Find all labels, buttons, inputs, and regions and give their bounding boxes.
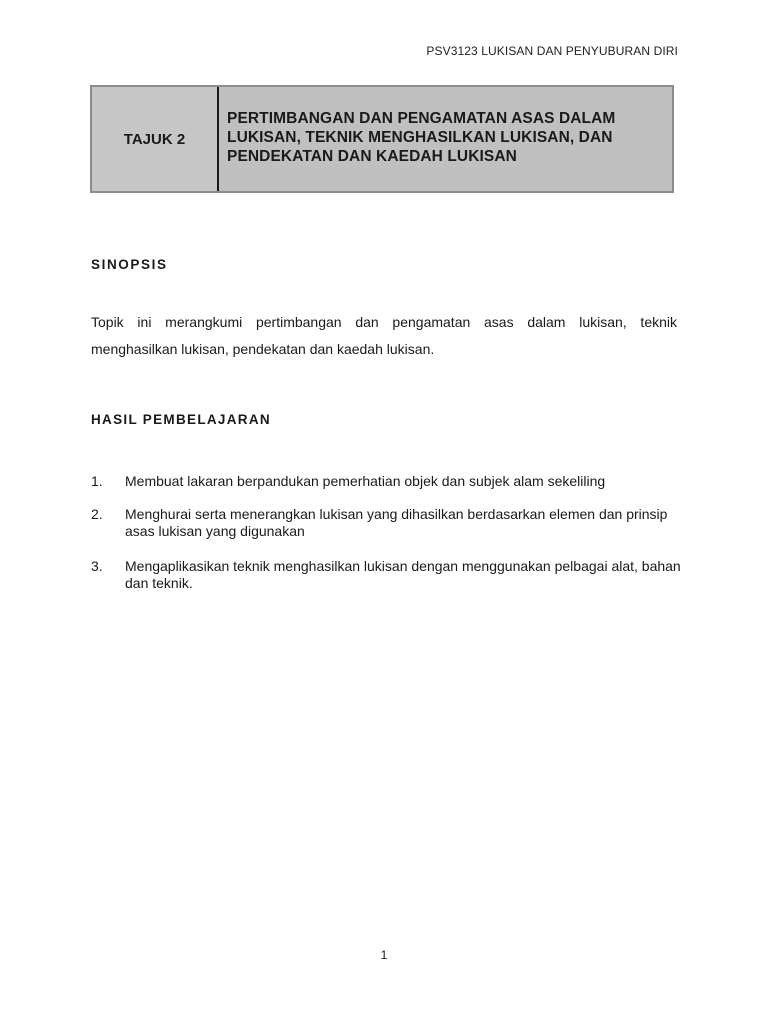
learning-outcomes-list: [91, 473, 681, 608]
list-item: [91, 558, 681, 592]
topic-label: TAJUK 2: [92, 87, 219, 191]
list-item-number: 1.: [91, 473, 103, 489]
synopsis-heading: SINOPSIS: [91, 257, 168, 272]
list-item: [91, 473, 681, 490]
list-item-text: Mengaplikasikan teknik menghasilkan lukisan dengan menggunakan pelbagai alat, bahan dan teknik.: [125, 558, 681, 591]
list-item-text: Menghurai serta menerangkan lukisan yang dihasilkan berdasarkan elemen dan prinsip asas lukisan yang digunakan: [125, 506, 668, 539]
list-item-number: 2.: [91, 506, 103, 522]
topic-heading: PERTIMBANGAN DAN PENGAMATAN ASAS DALAM LUKISAN, TEKNIK MENGHASILKAN LUKISAN, DAN PENDEKATAN DAN KAEDAH LUKISAN: [219, 87, 672, 191]
learning-outcomes-heading: HASIL PEMBELAJARAN: [91, 412, 271, 427]
topic-title-box: [90, 85, 674, 193]
running-header: PSV3123 LUKISAN DAN PENYUBURAN DIRI: [426, 44, 678, 58]
list-item-text: Membuat lakaran berpandukan pemerhatian objek dan subjek alam sekeliling: [125, 473, 606, 489]
list-item-number: 3.: [91, 558, 103, 574]
page-number: 1: [380, 948, 388, 962]
synopsis-body: Topik ini merangkumi pertimbangan dan pengamatan asas dalam lukisan, teknik menghasilkan lukisan, pendekatan dan kaedah lukisan.: [91, 314, 677, 357]
list-item: [91, 506, 681, 540]
